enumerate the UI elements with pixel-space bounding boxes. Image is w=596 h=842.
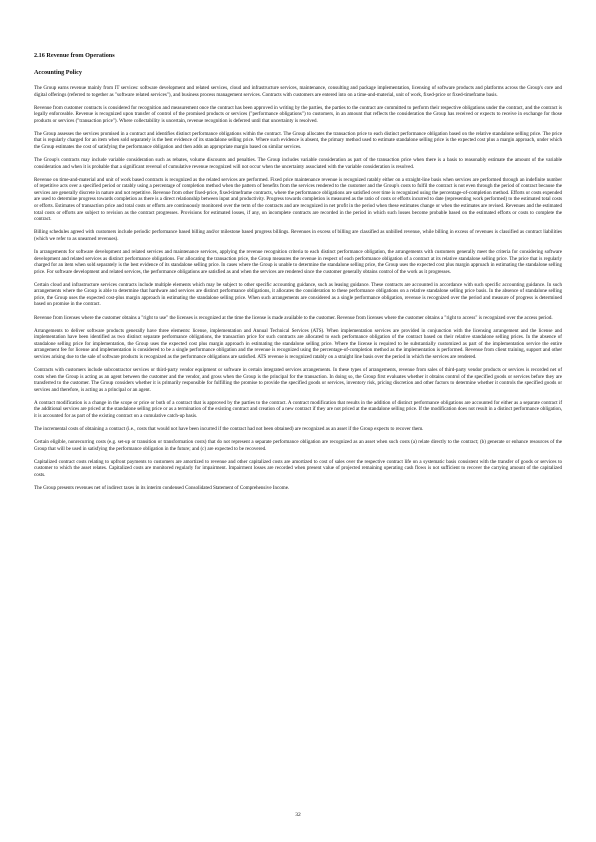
subsection-title: Accounting Policy (34, 68, 82, 76)
paragraph-time-and-material: Revenue on time-and-material and unit of work based contracts is recognized as the related services are performed. Fixed price maintenance revenue is recognized ratably either on a straight-line basis when services are performed through an indefinite number of repetitive acts over a specified period or ratably using a percentage of completion method when the pattern of benefits from the services rendered to the customer and the Group's costs to fulfil the contract is not even through the period of contract because the services are generally discrete in nature and not repetitive. Revenue from other fixed-price, fixed-timeframe contracts, where the performance obligations are satisfied over time is recognized using the percentage-of-completion method. Efforts or costs expended are used to determine progress towards completion as there is a direct relationship between input and productivity. Progress towards completion is measured as the ratio of costs or efforts incurred to date (representing work performed) to the estimated total costs or efforts. Estimates of transaction price and total costs or efforts are continuously monitored over the term of the contracts and are recognized in net profit in the period when these estimates change or when the estimates are revised. Revenues and the estimated total costs or efforts are subject to revision as the contract progresses. Provisions for estimated losses, if any, on incomplete contracts are recorded in the period in which such losses become probable based on the estimated efforts or costs to complete the contract. (34, 176, 562, 223)
paragraph-nonrecurring-costs: Certain eligible, nonrecurring costs (e.g. set-up or transition or transformation costs) that do not represent a separate performance obligation are recognized as an asset when such costs (a) relate directly to the contract; (b) generate or enhance resources of the Group that will be used in satisfying the performance obligation in the future; and (c) are expected to be recovered. (34, 439, 562, 452)
paragraph-software-products: Arrangements to deliver software products generally have three elements: license, implementation and Annual Technical Services (ATS). When implementation services are provided in conjunction with the licensing arrangement and the license and implementation have been identified as two distinct separate performance obligations, the transaction price for such contracts are allocated to each performance obligation of the contract based on their relative standalone selling prices. In the absence of standalone selling price for implementation, the Group uses the expected cost plus margin approach in estimating the standalone selling price. Where the license is required to be substantially customized as part of the implementation service the entire arrangement fee for license and implementation is considered to be a single performance obligation and the revenue is recognized using the percentage-of-completion method as the implementation is performed. Revenue from client training, support and other services arising due to the sale of software products is recognized as the performance obligations are satisfied. ATS revenue is recognized ratably on a straight line basis over the period in which the services are rendered. (34, 327, 562, 360)
paragraph-performance-obligations: The Group assesses the services promised in a contract and identifies distinct performance obligations within the contract. The Group allocates the transaction price to each distinct performance obligation based on the relative standalone selling price. The price that is regularly charged for an item when sold separately is the best evidence of its standalone selling price. Where such evidence is absent, the primary method used to estimate standalone selling price is the expected cost plus a margin approach, under which the Group estimates the cost of satisfying the performance obligation and then adds an appropriate margin based on similar services. (34, 130, 562, 151)
paragraph-incremental-costs: The incremental costs of obtaining a contract (i.e., costs that would not have been incurred if the contract had not been obtained) are recognized as an asset if the Group expects to recover them. (34, 426, 424, 432)
paragraph-revenue-sources: The Group earns revenue mainly from IT services: software development and related services, cloud and infrastructure services, maintenance, consulting and package implementation, licensing of software products and platforms across the Group's core and digital offerings (referred to together as "software related services"), and business process management services. Contracts with customers are entered into on a time-and-material, unit of work, fixed-price or fixed-timeframe basis. (34, 85, 562, 98)
paragraph-software-development: In arrangements for software development and related services and maintenance services, applying the revenue recognition criteria to each distinct performance obligation, the arrangements with customers generally meet the criteria for considering software development and related services as distinct performance obligations. For allocating the transaction price, the Group measures the revenue in respect of each performance obligation of a contract at its relative standalone selling price. The price that is regularly charged for an item when sold separately is the best evidence of its standalone selling price. In cases where the Group is unable to determine the standalone selling price, the Group uses the expected cost plus margin approach in estimating the standalone selling price. For software development and related services, the performance obligations are satisfied as and when the services are rendered since the customer generally obtains control of the work as it progresses. (34, 248, 562, 275)
section-title: 2.16 Revenue from Operations (34, 52, 115, 59)
paragraph-indirect-taxes: The Group presents revenues net of indirect taxes in its interim condensed Consolidated Statement of Comprehensive Income. (34, 485, 290, 492)
paragraph-recognition-criteria: Revenue from customer contracts is considered for recognition and measurement once the contract has been approved in writing by the parties, the parties to the contract are committed to perform their respective obligations under the contract, and the contract is legally enforceable. Revenue is recognized upon transfer of control of the promised products or services ("performance obligations") to customers, in an amount that reflects the consideration the Group has received or expects to receive in exchange for those products or services ("transaction price"). Where collectability is uncertain, revenue recognition is deferred until that uncertainty is resolved. (34, 104, 562, 124)
paragraph-cloud-infrastructure: Certain cloud and infrastructure services contracts include multiple elements which may be subject to other specific accounting guidance, such as leasing guidance. These contracts are accounted in accordance with such specific accounting guidance. In such arrangements where the Group is able to determine that hardware and services are distinct performance obligations, it allocates the consideration to these performance obligations on a relative standalone selling price basis. In the absence of standalone selling price, the Group uses the expected cost-plus margin approach in estimating the standalone selling price. When such arrangements are considered as a single performance obligation, revenue is recognized over the period and measure of progress is determined based on promise in the contract. (34, 281, 562, 308)
paragraph-capitalized-costs: Capitalized contract costs relating to upfront payments to customers are amortized to revenue and other capitalized costs are amortized to cost of sales over the respective contract life on a systematic basis consistent with the transfer of goods or services to customer to which the asset relates. Capitalized costs are monitored regularly for impairment. Impairment losses are recorded when present value of projected remaining operating cash flows is not sufficient to recover the carrying amount of the capitalized costs. (34, 458, 562, 478)
paragraph-variable-consideration: The Group's contracts may include variable consideration such as rebates, volume discounts and penalties. The Group includes variable consideration as part of the transaction price when there is a basis to reasonably estimate the amount of the variable consideration and when it is probable that a significant reversal of cumulative revenue recognized will not occur when the uncertainty associated with the variable consideration is resolved. (34, 157, 562, 170)
paragraph-billing-schedules: Billing schedules agreed with customers include periodic performance based billing and/or milestone based progress billings. Revenues in excess of billing are classified as unbilled revenue, while billing in excess of revenues is classified as contract liabilities (which we refer to as unearned revenues). (34, 229, 562, 242)
paragraph-contract-modification: A contract modification is a change in the scope or price or both of a contract that is approved by the parties to the contract. A contract modification that results in the addition of distinct performance obligations are accounted for either as a separate contract if the additional services are priced at the standalone selling price or as a termination of the existing contract and creation of a new contract if they are not priced at the standalone selling price. If the modification does not result in a distinct performance obligation, it is accounted for as part of the existing contract on a cumulative catch-up basis. (34, 399, 562, 419)
paragraph-licenses: Revenue from licenses where the customer obtains a "right to use" the licenses is recognized at the time the license is made available to the customer. Revenue from licenses where the customer obtains a "right to access" is recognized over the access period. (34, 314, 553, 321)
paragraph-subcontractor-services: Contracts with customers include subcontractor services or third-party vendor equipment or software in certain integrated services arrangements. In these types of arrangements, revenue from sales of third-party vendor products or services is recorded net of costs when the Group is acting as an agent between the customer and the vendor, and gross when the Group is the principal for the transaction. In doing so, the Group first evaluates whether it obtains control of the specified goods or services before they are transferred to the customer. The Group considers whether it is primarily responsible for fulfilling the promise to provide the specified goods or services, inventory risk, pricing discretion and other factors to determine whether it controls the specified goods or services and therefore, is acting as a principal or an agent. (34, 366, 562, 393)
page-number: 32 (295, 812, 301, 818)
